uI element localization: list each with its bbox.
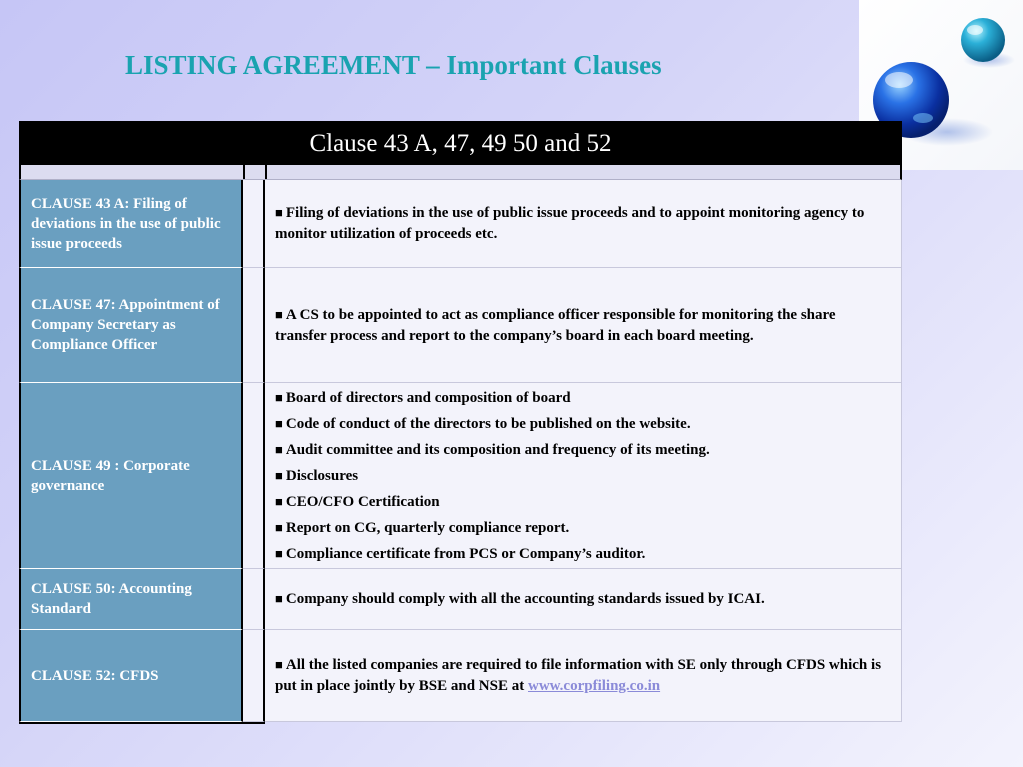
- header-strip: [19, 165, 902, 180]
- clause-label: CLAUSE 52: CFDS: [19, 630, 243, 722]
- square-bullet-icon: ■: [275, 467, 283, 483]
- square-bullet-icon: ■: [275, 493, 283, 509]
- square-bullet-icon: ■: [275, 519, 283, 535]
- table-row-clause-52: [19, 630, 902, 722]
- bullet-item: ■ Audit committee and its composition and frequency of its meeting.: [275, 441, 710, 458]
- clause-label: CLAUSE 50: Accounting Standard: [19, 569, 243, 630]
- square-bullet-icon: ■: [275, 545, 283, 561]
- bullet-item: ■ Disclosures: [275, 467, 359, 484]
- bullet-item: ■ A CS to be appointed to act as compliance officer responsible for monitoring the share transfer process and report to the company’s board in each board meeting.: [275, 306, 836, 344]
- clause-description: [265, 630, 902, 722]
- clause-description: [265, 180, 902, 268]
- bullet-item: ■ CEO/CFO Certification: [275, 493, 440, 510]
- square-bullet-icon: ■: [275, 441, 283, 457]
- clause-label: CLAUSE 47: Appointment of Company Secretary as Compliance Officer: [19, 268, 243, 383]
- square-bullet-icon: ■: [275, 657, 283, 672]
- square-bullet-icon: ■: [275, 415, 283, 431]
- table-row-clause-49: [19, 383, 902, 569]
- table-row-clause-47: [19, 268, 902, 383]
- table-bottom-border: [19, 722, 265, 724]
- spacer-cell: [243, 268, 265, 383]
- slide-title: LISTING AGREEMENT – Important Clauses: [125, 50, 662, 80]
- clause-description: [265, 383, 902, 569]
- bullet-item: ■ Company should comply with all the accounting standards issued by ICAI.: [275, 591, 765, 607]
- table-row-clause-50: [19, 569, 902, 630]
- corpfiling-link[interactable]: www.corpfiling.co.in: [528, 678, 661, 694]
- clauses-table: [19, 121, 902, 722]
- bullet-item: ■ Code of conduct of the directors to be published on the website.: [275, 415, 691, 432]
- square-bullet-icon: ■: [275, 389, 283, 405]
- table-header: Clause 43 A, 47, 49 50 and 52: [19, 121, 902, 165]
- table-row-clause-43a: [19, 180, 902, 268]
- spacer-cell: [243, 180, 265, 268]
- bullet-item: ■ Compliance certificate from PCS or Company’s auditor.: [275, 545, 646, 562]
- spacer-cell: [243, 630, 265, 722]
- bullet-item: ■ Filing of deviations in the use of public issue proceeds and to appoint monitoring agency to monitor utilization of proceeds etc.: [275, 205, 865, 242]
- clause-label: CLAUSE 43 A: Filing of deviations in the use of public issue proceeds: [19, 180, 243, 268]
- square-bullet-icon: ■: [275, 205, 283, 220]
- bullet-item: ■ Board of directors and composition of board: [275, 389, 571, 406]
- clause-description: [265, 268, 902, 383]
- square-bullet-icon: ■: [275, 591, 283, 606]
- spacer-cell: [243, 383, 265, 569]
- bullet-item: ■ Report on CG, quarterly compliance report.: [275, 519, 570, 536]
- bullet-item: ■ All the listed companies are required to file information with SE only through CFDS which is put in place jointly by BSE and NSE at www.corpfiling.co.in: [275, 657, 882, 694]
- clause-label: CLAUSE 49 : Corporate governance: [19, 383, 243, 569]
- clause-description: [265, 569, 902, 630]
- spacer-cell: [243, 569, 265, 630]
- square-bullet-icon: ■: [275, 306, 283, 322]
